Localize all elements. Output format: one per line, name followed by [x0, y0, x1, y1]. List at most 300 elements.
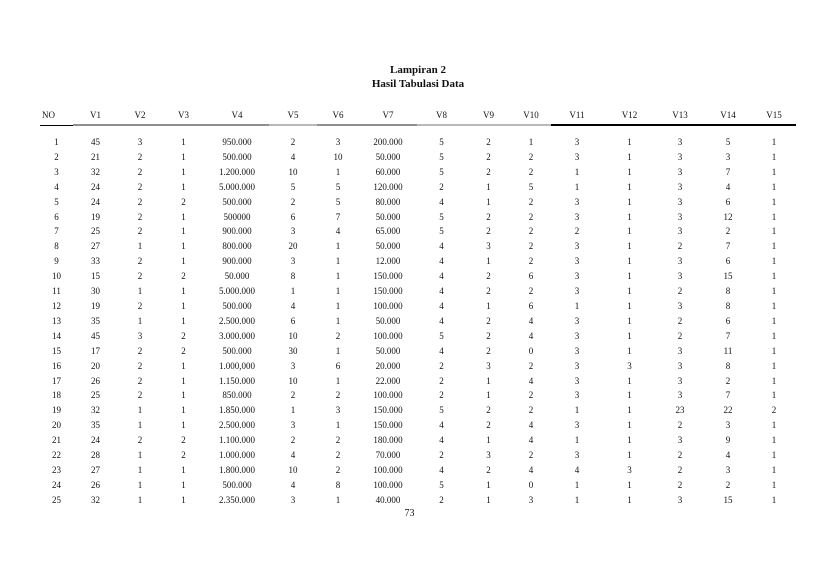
data-cell-v13: 3 [677, 256, 683, 267]
data-cell-v8: 2 [439, 494, 444, 505]
row-number-cell: 1 [54, 136, 59, 147]
table-row [40, 374, 796, 389]
data-cell-v15: 1 [771, 211, 777, 222]
data-cell-v11: 3 [574, 151, 580, 162]
data-cell-v15: 2 [771, 405, 777, 416]
row-number-cell: 3 [54, 166, 59, 177]
data-cell-v14: 9 [725, 435, 731, 446]
data-cell-v6: 2 [335, 450, 341, 461]
data-cell-v12: 1 [627, 211, 632, 222]
data-cell-v14: 11 [723, 345, 733, 356]
data-cell-v13: 2 [677, 315, 683, 326]
data-cell-v13: 3 [677, 211, 683, 222]
data-cell-v5: 2 [290, 137, 296, 147]
row-number-cell: 2 [54, 151, 59, 162]
data-cell-v9: 3 [486, 360, 491, 371]
data-cell-v9: 2 [486, 464, 491, 475]
data-cell-v2: 2 [137, 196, 143, 207]
data-cell-v4: 500.000 [222, 300, 252, 311]
column-header-v10: V10 [511, 108, 551, 125]
table-row [40, 269, 796, 284]
data-cell-v10: 2 [528, 286, 534, 297]
data-cell-v5: 20 [288, 241, 298, 252]
data-cell-v2: 2 [137, 345, 143, 356]
data-cell-v10: 2 [528, 405, 534, 416]
data-cell-v2: 2 [137, 151, 143, 162]
data-cell-v4: 800.000 [222, 241, 252, 252]
data-cell-v2: 2 [137, 435, 143, 446]
data-cell-v8: 5 [439, 151, 444, 162]
data-cell-v6: 1 [335, 375, 341, 386]
data-cell-v1: 24 [91, 196, 100, 207]
data-cell-v14: 2 [725, 375, 731, 386]
row-number-cell: 12 [52, 300, 61, 311]
column-header-v13: V13 [656, 108, 704, 125]
table-row [40, 125, 796, 150]
data-cell-v14: 12 [723, 211, 733, 222]
data-cell-v7: 12.000 [375, 256, 401, 267]
data-cell-v10: 5 [528, 181, 534, 192]
data-cell-v5: 3 [290, 360, 296, 371]
data-cell-v5: 2 [290, 390, 296, 401]
data-cell-v4: 2.500.000 [219, 315, 255, 326]
data-cell-v13: 2 [677, 479, 683, 490]
data-cell-v14: 5 [725, 137, 731, 147]
data-cell-v3: 1 [181, 166, 186, 177]
data-cell-v15: 1 [771, 137, 777, 147]
data-cell-v10: 3 [528, 494, 534, 505]
data-cell-v3: 1 [181, 360, 186, 371]
data-cell-v12: 1 [627, 494, 632, 505]
data-cell-v7: 70.000 [375, 450, 401, 461]
data-cell-v15: 1 [771, 494, 777, 505]
data-cell-v13: 3 [677, 435, 683, 446]
data-cell-v4: 1.100.000 [219, 435, 255, 446]
data-cell-v11: 3 [574, 196, 580, 207]
data-cell-v15: 1 [771, 390, 777, 401]
data-cell-v10: 2 [528, 196, 534, 207]
data-cell-v7: 150.000 [373, 286, 403, 297]
data-cell-v4: 1.850.000 [219, 405, 255, 416]
data-cell-v13: 23 [675, 405, 685, 416]
column-header-v4: V4 [205, 108, 269, 125]
data-cell-v1: 35 [91, 420, 100, 431]
data-cell-v12: 1 [627, 166, 632, 177]
data-cell-v4: 1.000.000 [219, 450, 255, 461]
data-cell-v11: 3 [574, 360, 580, 371]
data-cell-v7: 100.000 [373, 390, 403, 401]
data-cell-v14: 6 [725, 256, 731, 267]
data-cell-v7: 22.000 [375, 375, 401, 386]
data-cell-v6: 10 [333, 151, 343, 162]
data-cell-v13: 3 [677, 151, 683, 162]
data-cell-v8: 4 [439, 315, 444, 326]
data-cell-v15: 1 [771, 345, 777, 356]
table-header-row [40, 108, 796, 125]
data-cell-v11: 3 [574, 211, 580, 222]
data-cell-v7: 40.000 [375, 494, 401, 505]
data-cell-v5: 6 [290, 315, 296, 326]
table-row [40, 299, 796, 314]
row-number-cell: 11 [52, 286, 61, 297]
data-cell-v6: 1 [335, 494, 341, 505]
data-cell-v12: 1 [627, 330, 632, 341]
data-cell-v7: 200.000 [373, 137, 403, 147]
data-cell-v15: 1 [771, 315, 777, 326]
data-cell-v6: 8 [335, 479, 341, 490]
data-cell-v14: 15 [723, 271, 733, 282]
data-cell-v2: 2 [137, 256, 143, 267]
data-cell-v4: 950.000 [222, 137, 252, 147]
data-cell-v14: 7 [725, 390, 731, 401]
data-cell-v11: 1 [574, 166, 580, 177]
column-header-v6: V6 [317, 108, 359, 125]
data-cell-v2: 2 [137, 375, 143, 386]
data-cell-v8: 5 [439, 330, 444, 341]
data-cell-v13: 2 [677, 330, 683, 341]
data-cell-v1: 35 [91, 315, 100, 326]
data-cell-v3: 2 [181, 450, 186, 461]
data-cell-v9: 3 [486, 450, 491, 461]
data-cell-v2: 2 [137, 226, 143, 237]
data-cell-v15: 1 [771, 420, 777, 431]
data-cell-v9: 1 [486, 300, 491, 311]
data-cell-v3: 1 [181, 137, 186, 147]
data-cell-v1: 26 [91, 375, 100, 386]
data-cell-v15: 1 [771, 479, 777, 490]
data-cell-v9: 1 [486, 181, 491, 192]
data-cell-v5: 8 [290, 271, 296, 282]
data-cell-v3: 2 [181, 330, 186, 341]
data-cell-v2: 1 [137, 494, 143, 505]
data-cell-v6: 1 [335, 420, 341, 431]
column-header-v8: V8 [417, 108, 466, 125]
data-cell-v2: 2 [137, 166, 143, 177]
data-cell-v5: 10 [288, 464, 298, 475]
row-number-cell: 22 [52, 450, 61, 461]
data-cell-v10: 6 [528, 300, 534, 311]
row-number-cell: 20 [52, 420, 61, 431]
page-content [40, 0, 796, 508]
table-body [40, 125, 796, 508]
data-cell-v14: 8 [725, 300, 731, 311]
data-cell-v3: 1 [181, 241, 186, 252]
data-cell-v10: 4 [528, 315, 534, 326]
data-cell-v2: 1 [137, 286, 143, 297]
data-cell-v11: 1 [574, 435, 580, 446]
data-cell-v9: 1 [486, 256, 491, 267]
data-cell-v1: 32 [91, 166, 100, 177]
data-cell-v11: 1 [574, 181, 580, 192]
column-header-v9: V9 [466, 108, 511, 125]
data-cell-v8: 4 [439, 196, 444, 207]
data-cell-v14: 2 [725, 226, 731, 237]
data-cell-v4: 900.000 [222, 226, 252, 237]
document-title [40, 63, 796, 91]
data-cell-v1: 32 [91, 405, 100, 416]
data-cell-v2: 1 [137, 405, 143, 416]
data-cell-v3: 2 [181, 196, 186, 207]
data-cell-v5: 4 [290, 151, 296, 162]
data-cell-v2: 3 [137, 330, 143, 341]
data-cell-v15: 1 [771, 241, 777, 252]
data-cell-v7: 180.000 [373, 435, 403, 446]
data-cell-v3: 1 [181, 315, 186, 326]
table-row [40, 448, 796, 463]
data-cell-v10: 2 [528, 241, 534, 252]
data-cell-v8: 2 [439, 450, 444, 461]
column-header-v11: V11 [551, 108, 603, 125]
data-cell-v15: 1 [771, 271, 777, 282]
data-cell-v9: 1 [486, 375, 491, 386]
column-header-v15: V15 [752, 108, 796, 125]
data-cell-v8: 5 [439, 405, 444, 416]
data-cell-v4: 500.000 [222, 345, 252, 356]
data-cell-v9: 2 [486, 151, 491, 162]
data-cell-v6: 3 [335, 405, 341, 416]
column-header-v5: V5 [269, 108, 317, 125]
data-cell-v2: 1 [137, 450, 143, 461]
table-row [40, 418, 796, 433]
data-cell-v8: 2 [439, 360, 444, 371]
data-cell-v2: 1 [137, 420, 143, 431]
table-row [40, 254, 796, 269]
data-cell-v7: 65.000 [375, 226, 401, 237]
data-cell-v14: 22 [723, 405, 733, 416]
data-cell-v5: 10 [288, 166, 298, 177]
data-cell-v5: 3 [290, 494, 296, 505]
data-cell-v6: 1 [335, 166, 341, 177]
data-cell-v2: 2 [137, 181, 143, 192]
data-cell-v10: 4 [528, 464, 534, 475]
table-row [40, 239, 796, 254]
data-cell-v8: 5 [439, 211, 444, 222]
data-cell-v13: 3 [677, 196, 683, 207]
data-cell-v10: 2 [528, 166, 534, 177]
data-cell-v11: 3 [574, 330, 580, 341]
data-cell-v13: 3 [677, 375, 683, 386]
data-cell-v4: 3.000.000 [219, 330, 255, 341]
data-cell-v2: 2 [137, 211, 143, 222]
data-cell-v11: 3 [574, 137, 580, 147]
data-cell-v3: 1 [181, 405, 186, 416]
data-cell-v8: 4 [439, 420, 444, 431]
data-cell-v13: 3 [677, 345, 683, 356]
data-cell-v9: 2 [486, 345, 491, 356]
data-cell-v13: 3 [677, 360, 683, 371]
data-cell-v8: 4 [439, 345, 444, 356]
table-row [40, 165, 796, 180]
data-cell-v6: 1 [335, 286, 341, 297]
table-row [40, 314, 796, 329]
data-cell-v1: 24 [91, 435, 100, 446]
data-cell-v1: 19 [91, 300, 100, 311]
data-cell-v14: 7 [725, 330, 731, 341]
data-cell-v3: 2 [181, 345, 186, 356]
data-cell-v6: 2 [335, 464, 341, 475]
data-cell-v3: 1 [181, 181, 186, 192]
data-cell-v8: 2 [439, 390, 444, 401]
data-cell-v7: 80.000 [375, 196, 401, 207]
data-cell-v3: 2 [181, 435, 186, 446]
data-cell-v2: 1 [137, 315, 143, 326]
data-cell-v4: 500.000 [222, 479, 252, 490]
data-cell-v5: 1 [290, 405, 296, 416]
row-number-cell: 4 [54, 181, 59, 192]
data-cell-v7: 20.000 [375, 360, 401, 371]
table-row [40, 224, 796, 239]
data-cell-v8: 4 [439, 286, 444, 297]
data-cell-v5: 10 [288, 330, 298, 341]
data-cell-v14: 6 [725, 196, 731, 207]
data-cell-v4: 500000 [223, 211, 251, 222]
data-cell-v5: 5 [290, 181, 296, 192]
data-cell-v14: 7 [725, 166, 731, 177]
data-cell-v12: 1 [627, 315, 632, 326]
data-cell-v6: 2 [335, 330, 341, 341]
data-cell-v8: 4 [439, 256, 444, 267]
row-number-cell: 17 [52, 375, 61, 386]
data-cell-v4: 2.350.000 [219, 494, 255, 505]
data-cell-v9: 3 [486, 241, 491, 252]
data-cell-v3: 1 [181, 464, 186, 475]
row-number-cell: 19 [52, 405, 61, 416]
data-cell-v15: 1 [771, 166, 777, 177]
data-cell-v1: 17 [91, 345, 100, 356]
data-cell-v9: 1 [486, 479, 491, 490]
data-cell-v1: 45 [91, 137, 100, 147]
data-cell-v11: 3 [574, 420, 580, 431]
table-row [40, 478, 796, 493]
data-cell-v11: 3 [574, 390, 580, 401]
data-cell-v2: 1 [137, 241, 143, 252]
data-cell-v14: 3 [725, 464, 731, 475]
data-cell-v12: 1 [627, 271, 632, 282]
data-cell-v14: 3 [725, 151, 731, 162]
data-cell-v7: 50.000 [375, 241, 401, 252]
data-cell-v10: 6 [528, 271, 534, 282]
table-row [40, 344, 796, 359]
data-cell-v15: 1 [771, 226, 777, 237]
data-cell-v10: 0 [528, 345, 534, 356]
data-cell-v11: 1 [574, 405, 580, 416]
data-cell-v12: 1 [627, 450, 632, 461]
data-cell-v15: 1 [771, 450, 777, 461]
row-number-cell: 7 [54, 226, 59, 237]
data-cell-v13: 3 [677, 271, 683, 282]
title-line-2: Hasil Tabulasi Data [371, 78, 465, 90]
data-cell-v7: 150.000 [373, 405, 403, 416]
data-cell-v7: 100.000 [373, 479, 403, 490]
data-cell-v12: 1 [627, 226, 632, 237]
data-cell-v7: 100.000 [373, 464, 403, 475]
data-cell-v6: 1 [335, 256, 341, 267]
row-number-cell: 16 [52, 360, 61, 371]
data-cell-v12: 1 [627, 435, 632, 446]
data-cell-v7: 60.000 [375, 166, 401, 177]
data-cell-v12: 1 [627, 420, 632, 431]
data-cell-v3: 1 [181, 420, 186, 431]
row-number-cell: 14 [52, 330, 61, 341]
data-cell-v4: 500.000 [222, 196, 252, 207]
data-cell-v5: 4 [290, 450, 296, 461]
data-cell-v4: 1.150.000 [219, 375, 255, 386]
data-cell-v5: 3 [290, 256, 296, 267]
data-cell-v1: 28 [91, 450, 100, 461]
table-row [40, 403, 796, 418]
column-header-v3: V3 [162, 108, 205, 125]
data-cell-v3: 1 [181, 286, 186, 297]
data-cell-v5: 6 [290, 211, 296, 222]
data-cell-v9: 2 [486, 271, 491, 282]
table-row [40, 210, 796, 225]
data-cell-v12: 1 [627, 375, 632, 386]
data-cell-v15: 1 [771, 464, 777, 475]
data-cell-v7: 100.000 [373, 330, 403, 341]
data-cell-v1: 30 [91, 286, 100, 297]
data-cell-v9: 1 [486, 196, 491, 207]
data-cell-v1: 27 [91, 464, 100, 475]
data-cell-v14: 4 [725, 181, 731, 192]
column-header-v2: V2 [118, 108, 162, 125]
data-cell-v8: 5 [439, 479, 444, 490]
column-header-v1: V1 [73, 108, 118, 125]
data-cell-v8: 5 [439, 166, 444, 177]
data-cell-v7: 100.000 [373, 300, 403, 311]
data-cell-v6: 6 [335, 360, 341, 371]
data-cell-v14: 8 [725, 360, 731, 371]
data-cell-v15: 1 [771, 196, 777, 207]
data-cell-v7: 120.000 [373, 181, 403, 192]
data-cell-v8: 5 [439, 137, 444, 147]
data-cell-v2: 1 [137, 464, 143, 475]
data-cell-v10: 4 [528, 420, 534, 431]
data-cell-v3: 1 [181, 256, 186, 267]
data-cell-v8: 5 [439, 226, 444, 237]
data-cell-v4: 850.000 [222, 390, 252, 401]
data-cell-v13: 2 [677, 286, 683, 297]
data-cell-v8: 4 [439, 435, 444, 446]
data-cell-v12: 1 [627, 151, 632, 162]
data-cell-v5: 1 [290, 286, 296, 297]
data-cell-v1: 25 [91, 390, 100, 401]
table-row [40, 195, 796, 210]
row-number-cell: 25 [52, 494, 61, 505]
data-cell-v6: 1 [335, 241, 341, 252]
table-row [40, 150, 796, 165]
data-cell-v5: 3 [290, 420, 296, 431]
data-cell-v5: 2 [290, 196, 296, 207]
data-cell-v13: 3 [677, 494, 683, 505]
data-cell-v5: 4 [290, 300, 296, 311]
data-cell-v4: 50.000 [224, 271, 250, 282]
data-cell-v11: 3 [574, 256, 580, 267]
data-cell-v12: 1 [627, 137, 632, 147]
data-cell-v2: 2 [137, 360, 143, 371]
data-cell-v12: 1 [627, 390, 632, 401]
data-cell-v6: 2 [335, 390, 341, 401]
data-cell-v6: 1 [335, 345, 341, 356]
tabulation-table [40, 108, 796, 508]
data-cell-v10: 4 [528, 330, 534, 341]
table-row [40, 433, 796, 448]
data-cell-v10: 2 [528, 360, 534, 371]
table-row [40, 493, 796, 508]
data-cell-v14: 6 [725, 315, 731, 326]
data-cell-v1: 33 [91, 256, 100, 267]
data-cell-v1: 26 [91, 479, 100, 490]
data-cell-v11: 4 [574, 464, 580, 475]
